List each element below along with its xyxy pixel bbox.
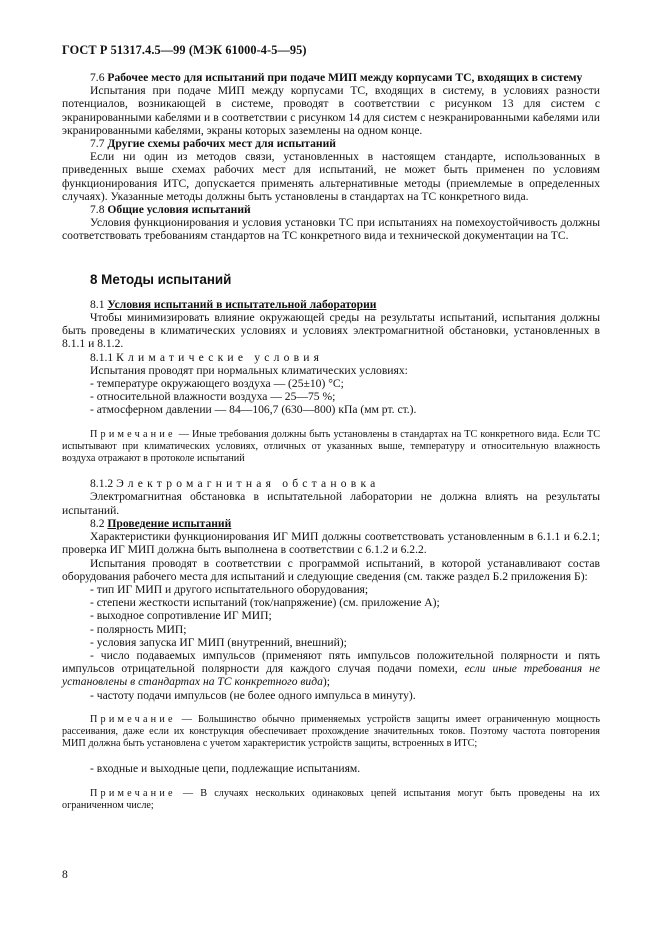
note-label: Примечание xyxy=(90,428,176,440)
clause-number: 7.6 xyxy=(90,71,105,84)
list-item: - входные и выходные цепи, подлежащие испытаниям. xyxy=(90,762,361,776)
list-item: - частоту подачи импульсов (не более одного импульса в минуту). xyxy=(90,688,416,702)
clause-number: 7.8 xyxy=(90,203,105,217)
clause-number: 8.1.1 xyxy=(90,350,114,364)
clause-7-6-heading xyxy=(62,71,600,84)
clause-7-7-text: Если ни один из методов связи, установленных в настоящем стандарте, использованных в приведенных выше схемах рабочих мест для испытаний, не может быть применен по условиям функционирования ИТС, допускается применять альтернативные методы (приемлемые в определенных случаях). Указанные методы должны быть установлены в стандартах на ТС конкретного вида. xyxy=(62,150,600,203)
note-text: — Иные требования должны быть установлены в стандартах на ТС конкретного вида. Если ТС испытывают при климатических условиях, отличных от указанных выше, температуру и относительную влажность воздуха отражают в протоколе испытаний xyxy=(62,428,600,465)
note-circuits xyxy=(62,788,600,812)
clause-heading: Условия испытаний в испытательной лаборатории xyxy=(107,297,377,311)
clause-8-1-2-heading xyxy=(62,477,600,490)
document-header: ГОСТ Р 51317.4.5—99 (МЭК 61000-4-5—95) xyxy=(62,43,307,57)
clause-heading: Рабочее место для испытаний при подаче МИП между корпусами ТС, входящих в систему xyxy=(107,71,583,84)
clause-8-1-text: Чтобы минимизировать влияние окружающей среды на результаты испытаний, испытания должны быть проведены в климатических условиях и условиях электромагнитной обстановки, установленных в 8.1.1 и 8.1.2. xyxy=(62,311,600,351)
clause-7-8-text: Условия функционирования и условия установки ТС при испытаниях на помехоустойчивость должны соответствовать требованиям стандартов на ТС конкретного вида и технической документации на ТС. xyxy=(62,216,600,243)
clause-7-8-heading xyxy=(62,203,600,216)
clause-8-2-p1: Характеристики функционирования ИГ МИП должны соответствовать установленным в 6.1.1 и 6.2.1; проверка ИГ МИП должна быть выполнена в соответствии с 6.1.2 и 6.2.2. xyxy=(62,530,600,557)
clause-8-1-1-heading xyxy=(62,351,600,364)
pulses-text: - число подаваемых импульсов (применяют пять импульсов положительной полярности и пять импульсов отрицательной полярности для каждого случая подачи помехи, xyxy=(62,648,600,676)
clause-heading: Электромагнитная обстановка xyxy=(116,477,380,491)
note-protection xyxy=(62,714,600,751)
document-body xyxy=(62,71,600,812)
section-8-title: 8 Методы испытаний xyxy=(90,271,232,287)
list-item: - температуре окружающего воздуха — (25±10) °С; xyxy=(90,377,344,391)
clause-8-1-heading xyxy=(62,298,600,311)
clause-number: 8.2 xyxy=(90,516,105,530)
clause-7-7-heading xyxy=(62,137,600,150)
clause-number: 7.7 xyxy=(90,137,105,151)
clause-number: 8.1 xyxy=(90,297,105,311)
list-item: - атмосферном давлении — 84—106,7 (630—800) кПа (мм рт. ст.). xyxy=(90,403,417,417)
clause-heading: Проведение испытаний xyxy=(107,516,232,530)
clause-7-6-text: Испытания при подаче МИП между корпусами ТС, входящих в систему, в условиях разности потенциалов, возникающей в системе, проводят в соответствии с рисунком 13 для систем с экранированными кабелями и в соответствии с рисунком 14 для систем с неэкранированными кабелями или экранированными кабелями, экраны которых заземлены на одном конце. xyxy=(62,84,600,137)
clause-8-1-2-text: Электромагнитная обстановка в испытательной лаборатории не должна влиять на результаты испытаний. xyxy=(62,490,600,517)
pulses-italic: если иные требования не установлены в стандартах на ТС конкретного вида xyxy=(62,662,600,689)
note-label: Примечание xyxy=(90,787,176,799)
clause-8-1-1-intro: Испытания проводят при нормальных климатических условиях: xyxy=(90,363,408,377)
list-item: - выходное сопротивление ИГ МИП; xyxy=(90,609,272,623)
note-climatic xyxy=(62,429,600,466)
page-number: 8 xyxy=(62,868,68,881)
list-item: - тип ИГ МИП и другого испытательного оборудования; xyxy=(90,582,369,596)
note-label: Примечание xyxy=(90,713,176,725)
clause-8-2-p2: Испытания проводят в соответствии с программой испытаний, в которой устанавливают состав оборудования рабочего места для испытаний и следующие сведения (см. также раздел Б.2 приложения Б): xyxy=(62,556,600,583)
note-text: — В случаях нескольких одинаковых цепей испытания могут быть проведены на их ограниченном числе; xyxy=(62,787,601,811)
clause-heading: Общие условия испытаний xyxy=(107,203,251,217)
list-item: - относительной влажности воздуха — 25—75 %; xyxy=(90,390,336,404)
clause-heading: Другие схемы рабочих мест для испытаний xyxy=(107,137,336,151)
list-item: - полярность МИП; xyxy=(90,622,187,636)
pulses-end: ); xyxy=(322,675,330,689)
list-item: - степени жесткости испытаний (ток/напряжение) (см. приложение А); xyxy=(90,596,440,610)
clause-number: 8.1.2 xyxy=(90,477,114,491)
list-item: - условия запуска ИГ МИП (внутренний, внешний); xyxy=(90,635,347,649)
list-item-pulses xyxy=(62,649,600,689)
clause-8-2-heading xyxy=(62,517,600,530)
clause-heading: Климатические условия xyxy=(116,350,324,364)
note-text: — Большинство обычно применяемых устройств защиты имеет ограниченную мощность рассеивания, даже если их конструкция обеспечивает прохождение значительных токов. Поэтому частота повторения МИП должна быть установлена с учетом характеристик устройств защиты, встроенных в ИТС; xyxy=(62,713,600,750)
